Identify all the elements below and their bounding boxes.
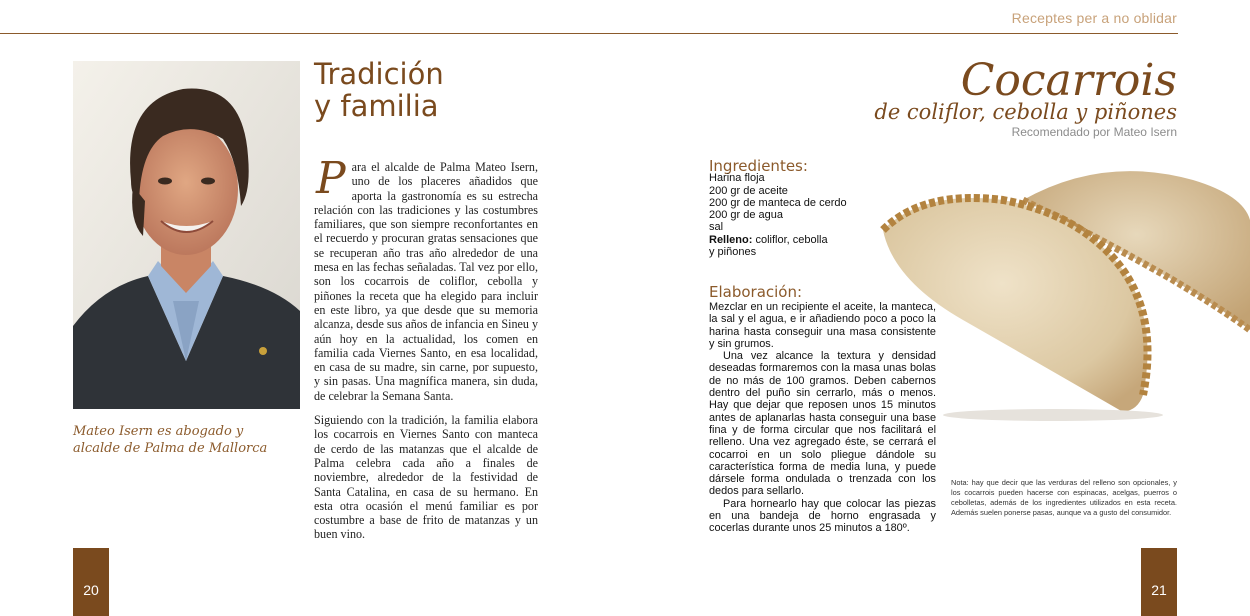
recommended-by: Recomendado por Mateo Isern	[1011, 125, 1177, 139]
relleno-line-2: y piñones	[709, 246, 757, 259]
page-number-tab-right	[1141, 548, 1177, 616]
article-paragraph-1	[314, 153, 538, 403]
recipe-subtitle: de coliflor, cebolla y piñones	[874, 100, 1177, 124]
portrait-photo	[73, 61, 300, 409]
ingredient-item: 200 gr de agua	[709, 209, 784, 222]
recipe-title: Cocarrois	[960, 55, 1177, 106]
article-title	[314, 58, 444, 122]
article-title-line-2: y familia	[314, 89, 439, 123]
elaboracion-paragraph-1: Mezclar en un recipiente el aceite, la manteca, la sal y el agua, e ir añadiendo poco a poco la harina hasta conseguir una masa consistente y sin grumos.	[709, 301, 936, 350]
elaboracion-section	[709, 283, 936, 535]
elaboracion-paragraph-2: Una vez alcance la textura y densidad deseadas formaremos con la masa unas bolas de no más de 100 gramos. Deben cabernos dentro del puño sin cerrarlo, más o menos. Hay que dejar que reposen unos 15 minutos antes de aplanarlas hasta conseguir una base fina y de forma circular que nos facilitará el relleno. Una vez agregado éste, se cerrará el cocarroi en un solo pliegue dándole su característica forma de media luna, y puede dársele forma ondulada o trenzada con los dedos para sellarlo.	[709, 350, 936, 498]
drop-cap: P	[316, 153, 346, 204]
recipe-note: Nota: hay que decir que las verduras del relleno son opcionales, y los cocarrois pueden hacerse con espinacas, acelgas, puerros o cebolletas, además de los ingredientes utilizados en esta receta. Además suelen ponerse pasas, aunque va a gusto del consumidor.	[951, 478, 1177, 517]
paragraph-1-text: ara el alcalde de Palma Mateo Isern, uno de los placeres añadidos que aporta la gastronomía es su estrecha relación con las tradiciones y las costumbres familiares, que son siempre reconfortantes en el recuerdo y procuran gratas sensaciones que se recuperan año tras año alrededor de una mesa en las fechas señaladas. Tal vez por ello, son los cocarrois de coliflor, cebolla y piñones la receta que ha elegido para incluir en este libro, ya que desde que su memoria alcanza, desde sus años de infancia en Sineu y aún hoy en la actualidad, los comen en familia cada Viernes Santo, en esa localidad, en casa de su madre, sin carne, por supuesto, y sin pasas. Una magnífica manera, sin duda, de celebrar la Semana Santa.	[314, 160, 538, 403]
photo-caption	[73, 423, 313, 457]
caption-line-2: alcalde de Palma de Mallorca	[73, 441, 268, 456]
header-rule	[0, 33, 1178, 34]
ingredient-item: 200 gr de aceite	[709, 184, 788, 197]
ingredient-item: Harina floja	[709, 172, 765, 185]
ingredient-item: 200 gr de manteca de cerdo	[709, 196, 847, 209]
article-title-line-1: Tradición	[314, 57, 444, 91]
relleno-line	[709, 234, 879, 246]
article-paragraph-2: Siguiendo con la tradición, la familia elabora los cocarrois en Viernes Santo con manteca de cerdo de las matanzas que el alcalde de Palma celebra cada año a finales de noviembre, alrededor de la festividad de Santa Catalina, en casa de su hermano. En esta otra ocasión el menú familiar es por costumbre a base de frito de matanzas y un buen vino.	[314, 413, 538, 542]
running-head: Receptes per a no oblidar	[1011, 10, 1177, 26]
ingredients-heading: Ingredientes:	[709, 157, 808, 175]
relleno-label: Relleno:	[709, 233, 753, 246]
article-body	[314, 153, 538, 552]
ingredients-section	[709, 157, 879, 259]
page-number-left: 20	[83, 582, 99, 598]
ingredient-item: sal	[709, 221, 724, 234]
elaboracion-heading: Elaboración:	[709, 283, 803, 301]
caption-line-1: Mateo Isern es abogado y	[73, 424, 244, 439]
elaboracion-text	[709, 301, 936, 535]
elaboracion-paragraph-3: Para hornearlo hay que colocar las piezas en una bandeja de horno engrasada y cocerlas durante unos 25 minutos a 180º.	[709, 497, 936, 535]
page-number-tab-left	[73, 548, 109, 616]
page-number-right: 21	[1151, 582, 1167, 598]
relleno-text: coliflor, cebolla	[752, 233, 828, 246]
